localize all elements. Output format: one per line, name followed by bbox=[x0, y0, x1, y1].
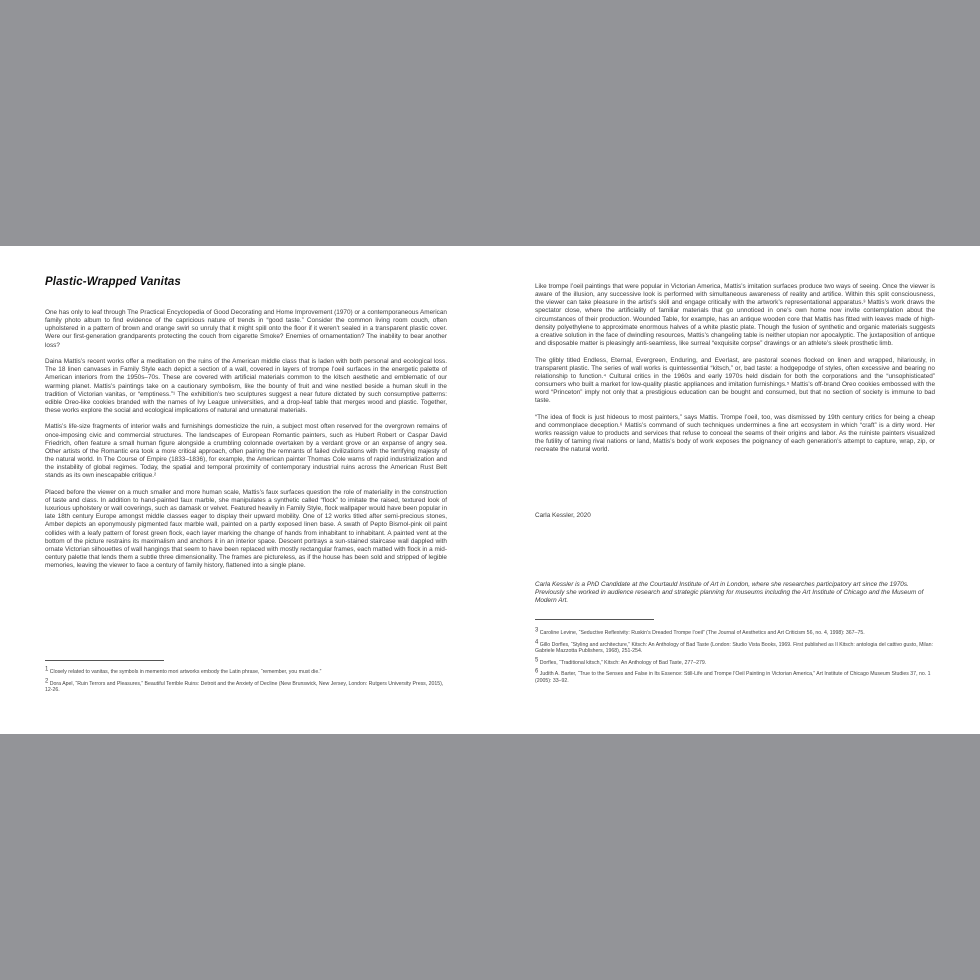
footnote bbox=[45, 666, 447, 676]
footnote-number: 1 bbox=[45, 666, 49, 673]
footnote-number: 5 bbox=[535, 657, 539, 664]
footnote bbox=[535, 668, 935, 684]
footnote-number: 2 bbox=[45, 677, 49, 684]
footnote bbox=[45, 677, 447, 694]
left-footnotes bbox=[45, 666, 447, 699]
paragraph: One has only to leaf through The Practical Encyclopedia of Good Decorating and Home Improvement (1970) or a contemporaneous American family photo album to find evidence of the capricious nature of trends in “good taste.” Consider the common living room couch, often upholstered in a pattern of brown and orange swirl so unruly that it might spill onto the floor if it weren’t sealed in a transparent plastic cover. Were our first-generation grandparents protecting the couch from cigarette Smoke? Enemies of ornamentation? The inability to bear another loss? bbox=[45, 309, 447, 349]
footnote-text: Closely related to vanitas, the symbols in memento mori artworks embody the Latin phrase, “remember, you must die.” bbox=[49, 669, 322, 675]
footnote-number: 4 bbox=[535, 638, 539, 645]
right-body bbox=[535, 283, 935, 463]
footnote bbox=[535, 657, 935, 667]
footnote-divider bbox=[535, 619, 654, 620]
footnote-text: Gillo Dorfles, “Styling and architecture,” Kitsch: An Anthology of Bad Taste (London: Studio Vista Books, 1969. First published as Il Kitsch: antologia del cattivo gusto, Milan: Gabriele Mazzotta Publishers, 1968), 251-254. bbox=[535, 641, 933, 655]
paragraph: Like trompe l’oeil paintings that were popular in Victorian America, Mattis’s imitation surfaces produce two ways of seeing. Once the viewer is aware of the illusion, any successive look is performed with simultaneous awareness of reality and artifice. Within this split consciousness, the viewer can take pleasure in the artist’s skill and engage critically with the artwork’s representational apparatus.³ Mattis’s work draws the spectator close, where the artificiality of familiar materials that go unnoticed in one’s own home now invite contemplation about the circumstances of their production. Wounded Table, for example, has an antique wooden core that Mattis has fitted with leaves made of high-density polyethylene to approximate enormous halves of a white plastic plate. Though the fusion of synthetic and organic materials suggests a creative solution in the face of dwindling resources, Mattis’s changeling table is neither utopian nor apocalyptic. The juxtaposition of antique and disposable matter is pleasingly anti-seamless, like surreal “exquisite corpse” drawings or an athlete’s sleek prosthetic limb. bbox=[535, 283, 935, 348]
paragraph: Placed before the viewer on a much smaller and more human scale, Mattis’s faux surfaces question the role of materiality in the construction of taste and class. In addition to hand-painted faux marble, she manipulates a synthetic called “flock” to imitate the raised, textured look of luxurious upholstery or wall coverings, such as damask or velvet. Featured heavily in Family Style, flock wallpaper would have been popular in late 18th century Europe amongst middle classes eager to display their upward mobility. One of 12 works titled after semi-precious stones, Amber depicts an eponymously pigmented faux marble wall, painted on a partly exposed linen base. A swath of Pepto Bismol-pink oil paint collides with a leafy pattern of forest green flock, each layer marking the change of hands from inhabitant to inhabitant. A painted vent at the bottom of the picture restrains its maximalism and anchors it in an interior space. Descent portrays a sun-stained staircase wall dappled with ornate Victorian silhouettes of wall hangings that seem to have been replaced with mostly rectangular frames, each matted with flock in a mid-century palette that lends them a subtle three dimensionality. The frames are pictureless, as if the house has been sold and stripped of legible memories, leaving the viewer to face a century of family history, flattened into a single plane. bbox=[45, 488, 447, 570]
footnote bbox=[535, 638, 935, 655]
footnote-text: Dorfles, “Traditional kitsch,” Kitsch: An Anthology of Bad Taste, 277–279. bbox=[539, 659, 707, 666]
footnote-text: Dora Apel, “Ruin Terrors and Pleasures,” Beautiful Terrible Ruins: Detroit and the Anxiety of Decline (New Brunswick, New Jersey, London: Rutgers University Press, 2015), 12-26. bbox=[45, 680, 444, 694]
footnote-text: Caroline Levine, “Seductive Reflexivity: Ruskin’s Dreaded Trompe l’oeil” (The Journal of Aesthetics and Art Criticism 56, no. 4, 1998): 367–75. bbox=[539, 630, 865, 636]
author-bio: Carla Kessler is a PhD Candidate at the Courtauld Institute of Art in London, where she researches participatory art since the 1970s. Previously she worked in audience research and strategic planning for museums including the Art Institute of Chicago and the Museum of Modern Art. bbox=[535, 581, 924, 605]
paragraph: “The idea of flock is just hideous to most painters,” says Mattis. Trompe l’oeil, too, was dismissed by 19th century critics for being a cheap and commonplace deception.⁶ Mattis’s command of such techniques undermines a fine art ecosystem in which “craft” is a dirty word. Her works reassign value to products and services that refuse to conceal the seams of their origins and labor. As the ruiniste painters visualized the futility of taming rival nations or land, Mattis’s body of work exposes the poignancy of each generation’s attempt to capture, wrap, zip, or recreate the natural world. bbox=[535, 413, 935, 454]
paragraph: The glibly titled Endless, Eternal, Evergreen, Enduring, and Everlast, are pastoral scenes flocked on linen and wrapped, hilariously, in transparent plastic. The series of wall works is quintessential “kitsch,” or, bad taste: a hodgepodge of styles, often excessive and bearing no relationship to function.⁴ Cultural critics in the 1960s and early 1970s held disdain for both the corporations and the “unsophisticated” consumers who built a market for low-quality plastic appliances and imitation furnishings.⁵ Mattis’s off-brand Oreo cookies embossed with the word “Princeton” imply not only that a prestigious education can be bought and consumed, but that no section of society is immune to bad taste. bbox=[535, 356, 935, 405]
paragraph: Daina Mattis’s recent works offer a meditation on the ruins of the American middle class that is laden with both personal and ecological loss. The 18 linen canvases in Family Style each depict a section of a wall, covered in layers of trompe l’oeil surfaces in the energetic palette of American interiors from the 1950s–70s. These are covered with artificial materials common to the kitsch aesthetic and emblematic of our warming planet. Mattis’s paintings take on a cautionary symbolism, like the bounty of fruit and wine nestled beside a human skull in the tradition of Victorian vanitas, or “emptiness.”¹ The exhibition’s two sculptures suggest a near future dictated by such consumptive patterns: edible Oreo-like cookies branded with the names of Ivy League universities, and a drop-leaf table that merges wood and plastic. Together, these works explore the social and ecological implications of natural and unnatural materials. bbox=[45, 358, 447, 415]
footnote-text: Judith A. Barter, “True to the Senses and False in Its Essence: Still-Life and Trompe l’Oeil Painting in Victorian America,” Art Institute of Chicago Museum Studies 37, no. 1 (2005): 33–92. bbox=[535, 671, 931, 684]
footnote-divider bbox=[45, 660, 164, 661]
essay-title: Plastic-Wrapped Vanitas bbox=[45, 276, 181, 288]
footnote bbox=[535, 627, 935, 637]
paragraph: Mattis’s life-size fragments of interior walls and furnishings domesticize the ruin, a subject most often reserved for the overgrown remains of once-imposing civic and commercial structures. The landscapes of European Romantic painters, such as Hubert Robert or Caspar David Friedrich, often feature a small human figure alongside a crumbling colonnade overtaken by a verdant grove or an expanse of angry sea. Other artists of the Romantic era took a more critical approach, often pairing the remnants of failed civilizations with the terrifying majesty of the natural world. In The Course of Empire (1833–1836), for example, the American painter Thomas Cole warns of rapid industrialization and the instability of global regimes. Today, the spatial and temporal proximity of contemporary industrial ruins across the American Rust Belt stands as its own inescapable critique.² bbox=[45, 423, 447, 480]
author-signoff: Carla Kessler, 2020 bbox=[535, 512, 591, 519]
right-footnotes bbox=[535, 627, 935, 690]
footnote-number: 6 bbox=[535, 668, 539, 675]
left-body bbox=[45, 309, 447, 579]
book-spread bbox=[0, 246, 980, 734]
footnote-number: 3 bbox=[535, 627, 539, 634]
